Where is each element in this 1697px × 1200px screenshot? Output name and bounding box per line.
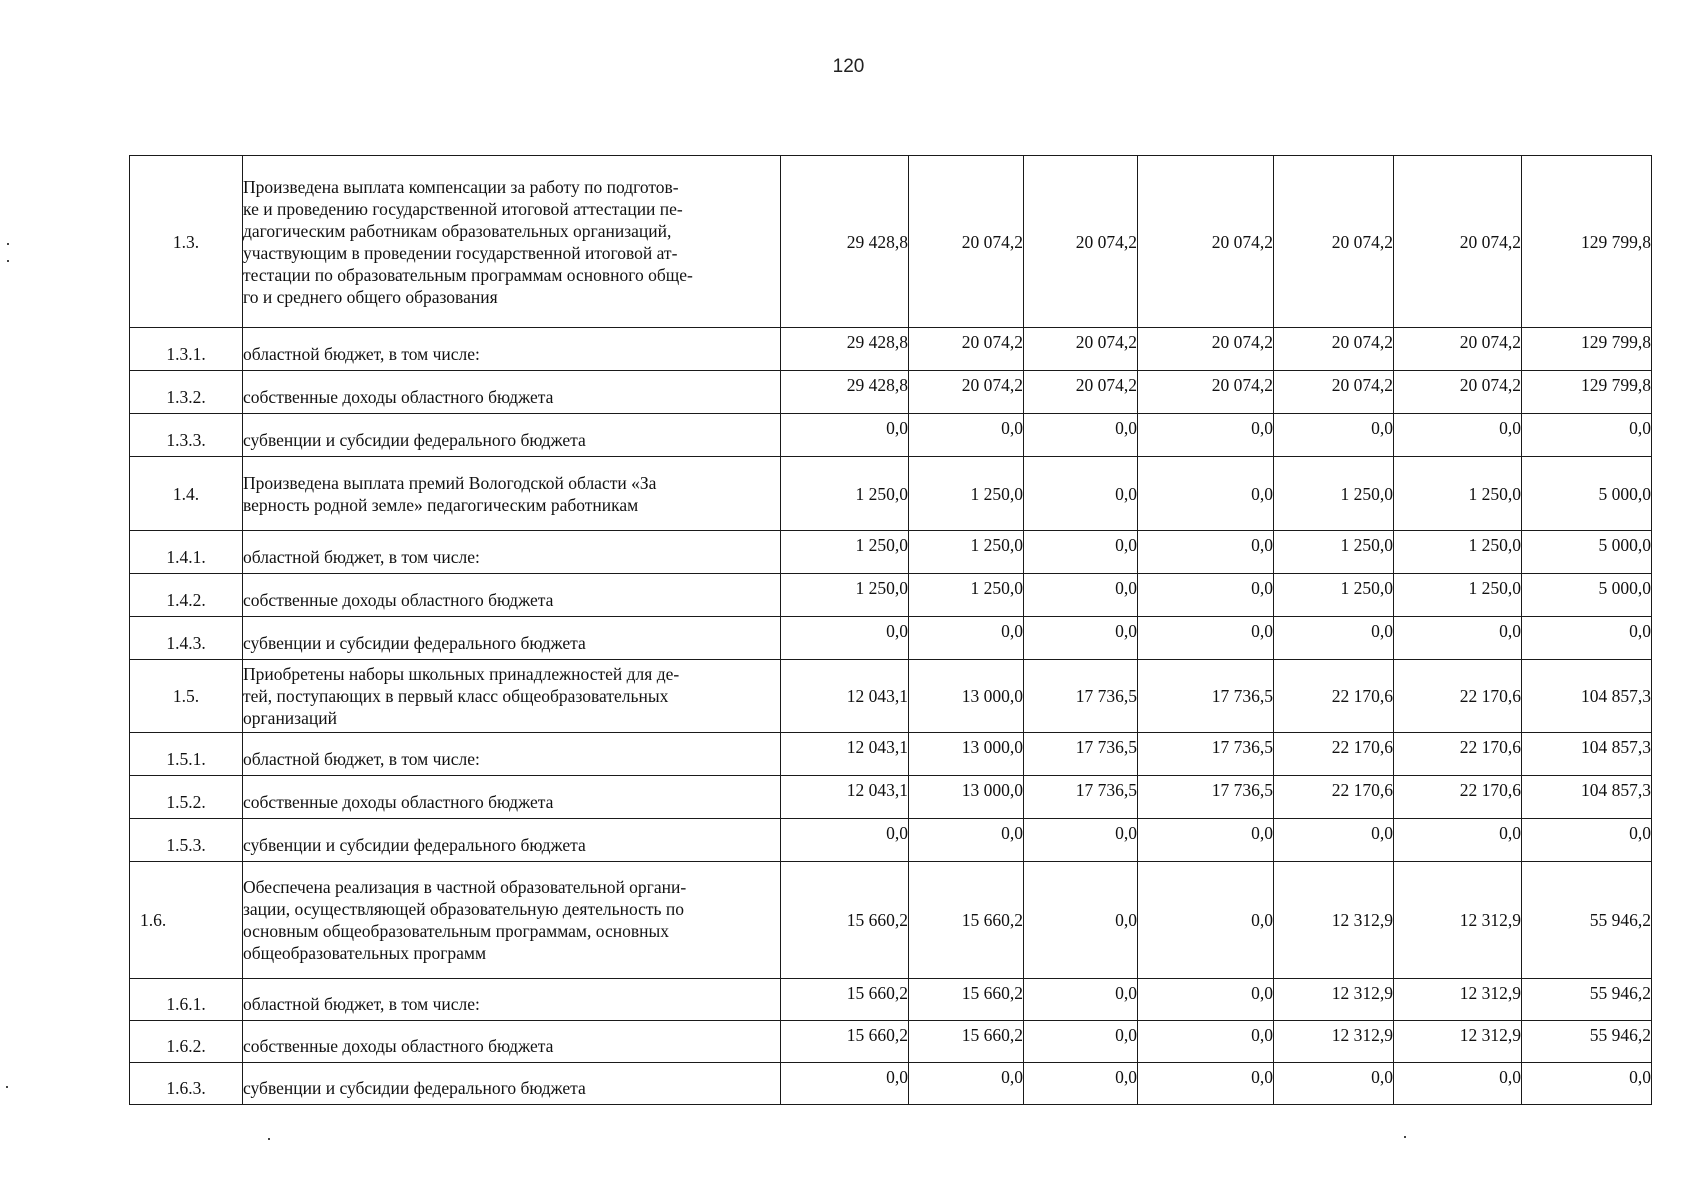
value-cell: 12 312,9	[1274, 862, 1394, 979]
value-cell: 20 074,2	[909, 371, 1024, 414]
row-number: 1.4.	[130, 457, 243, 531]
value-cell: 12 312,9	[1274, 1021, 1394, 1063]
value-cell: 17 736,5	[1138, 733, 1274, 776]
row-number: 1.5.	[130, 660, 243, 733]
value-cell: 0,0	[1274, 617, 1394, 660]
row-description: Произведена выплата премий Вологодской области «За верность родной земле» педагогическим работникам	[243, 457, 781, 531]
value-cell: 0,0	[909, 617, 1024, 660]
value-cell: 12 312,9	[1394, 862, 1522, 979]
value-cell: 15 660,2	[909, 862, 1024, 979]
value-cell: 1 250,0	[781, 531, 909, 574]
row-number: 1.4.2.	[130, 574, 243, 617]
value-cell: 20 074,2	[1394, 156, 1522, 328]
value-cell: 15 660,2	[781, 979, 909, 1021]
value-cell: 1 250,0	[909, 574, 1024, 617]
value-cell: 13 000,0	[909, 660, 1024, 733]
value-cell: 0,0	[909, 819, 1024, 862]
value-cell: 0,0	[1138, 414, 1274, 457]
value-cell: 1 250,0	[909, 457, 1024, 531]
table-row	[130, 371, 1652, 414]
row-number: 1.6.	[130, 862, 243, 979]
value-cell: 55 946,2	[1522, 979, 1652, 1021]
row-description: Произведена выплата компенсации за работу по подготов- ке и проведению государственной итоговой аттестации пе- дагогическим работникам образовательных организаций, участвующим в проведении государственной итоговой ат- тестации по образовательным программам основного обще- го и среднего общего образования	[243, 156, 781, 328]
scan-speck	[7, 243, 9, 245]
scan-speck	[1404, 1136, 1406, 1138]
table-row	[130, 328, 1652, 371]
value-cell: 20 074,2	[909, 328, 1024, 371]
table-row	[130, 862, 1652, 979]
row-description: областной бюджет, в том числе:	[243, 979, 781, 1021]
value-cell: 1 250,0	[1394, 531, 1522, 574]
value-cell: 22 170,6	[1394, 733, 1522, 776]
value-cell: 12 043,1	[781, 660, 909, 733]
row-description: собственные доходы областного бюджета	[243, 1021, 781, 1063]
value-cell: 129 799,8	[1522, 371, 1652, 414]
value-cell: 129 799,8	[1522, 328, 1652, 371]
table-row	[130, 617, 1652, 660]
value-cell: 22 170,6	[1274, 733, 1394, 776]
value-cell: 0,0	[1024, 979, 1138, 1021]
value-cell: 12 312,9	[1394, 1021, 1522, 1063]
value-cell: 0,0	[1024, 819, 1138, 862]
value-cell: 0,0	[1138, 457, 1274, 531]
value-cell: 22 170,6	[1274, 660, 1394, 733]
value-cell: 5 000,0	[1522, 574, 1652, 617]
value-cell: 0,0	[909, 414, 1024, 457]
table-row	[130, 1021, 1652, 1063]
value-cell: 0,0	[1138, 1021, 1274, 1063]
value-cell: 13 000,0	[909, 733, 1024, 776]
value-cell: 20 074,2	[1138, 328, 1274, 371]
row-number: 1.3.	[130, 156, 243, 328]
row-number: 1.6.3.	[130, 1063, 243, 1105]
value-cell: 15 660,2	[781, 1021, 909, 1063]
value-cell: 0,0	[1138, 819, 1274, 862]
value-cell: 15 660,2	[909, 979, 1024, 1021]
value-cell: 17 736,5	[1138, 776, 1274, 819]
value-cell: 29 428,8	[781, 156, 909, 328]
value-cell: 20 074,2	[1138, 156, 1274, 328]
scan-speck	[268, 1138, 270, 1140]
value-cell: 55 946,2	[1522, 862, 1652, 979]
row-description: субвенции и субсидии федерального бюджета	[243, 819, 781, 862]
row-description: субвенции и субсидии федерального бюджета	[243, 617, 781, 660]
value-cell: 0,0	[1522, 617, 1652, 660]
value-cell: 104 857,3	[1522, 776, 1652, 819]
value-cell: 22 170,6	[1274, 776, 1394, 819]
value-cell: 15 660,2	[781, 862, 909, 979]
value-cell: 29 428,8	[781, 371, 909, 414]
value-cell: 29 428,8	[781, 328, 909, 371]
row-number: 1.5.2.	[130, 776, 243, 819]
value-cell: 20 074,2	[1274, 371, 1394, 414]
value-cell: 1 250,0	[1274, 531, 1394, 574]
row-description: субвенции и субсидии федерального бюджета	[243, 1063, 781, 1105]
value-cell: 0,0	[1024, 457, 1138, 531]
value-cell: 55 946,2	[1522, 1021, 1652, 1063]
table-row	[130, 1063, 1652, 1105]
value-cell: 20 074,2	[1274, 156, 1394, 328]
row-description: собственные доходы областного бюджета	[243, 371, 781, 414]
table-row	[130, 574, 1652, 617]
value-cell: 17 736,5	[1138, 660, 1274, 733]
table-row	[130, 660, 1652, 733]
value-cell: 0,0	[1024, 574, 1138, 617]
table-row	[130, 979, 1652, 1021]
value-cell: 1 250,0	[781, 457, 909, 531]
value-cell: 5 000,0	[1522, 531, 1652, 574]
table-row	[130, 819, 1652, 862]
value-cell: 17 736,5	[1024, 776, 1138, 819]
value-cell: 0,0	[1138, 1063, 1274, 1105]
value-cell: 20 074,2	[1024, 371, 1138, 414]
row-number: 1.5.1.	[130, 733, 243, 776]
value-cell: 20 074,2	[1394, 328, 1522, 371]
value-cell: 0,0	[909, 1063, 1024, 1105]
value-cell: 0,0	[1274, 414, 1394, 457]
value-cell: 12 312,9	[1394, 979, 1522, 1021]
value-cell: 22 170,6	[1394, 776, 1522, 819]
value-cell: 0,0	[1522, 819, 1652, 862]
value-cell: 1 250,0	[1274, 574, 1394, 617]
table-row	[130, 156, 1652, 328]
value-cell: 0,0	[1394, 819, 1522, 862]
value-cell: 0,0	[1522, 414, 1652, 457]
value-cell: 104 857,3	[1522, 733, 1652, 776]
value-cell: 0,0	[1138, 531, 1274, 574]
row-number: 1.5.3.	[130, 819, 243, 862]
value-cell: 17 736,5	[1024, 660, 1138, 733]
value-cell: 0,0	[1138, 617, 1274, 660]
row-description: субвенции и субсидии федерального бюджета	[243, 414, 781, 457]
value-cell: 0,0	[1394, 414, 1522, 457]
value-cell: 0,0	[1138, 979, 1274, 1021]
value-cell: 0,0	[1024, 1021, 1138, 1063]
value-cell: 22 170,6	[1394, 660, 1522, 733]
row-number: 1.3.2.	[130, 371, 243, 414]
row-description: областной бюджет, в том числе:	[243, 531, 781, 574]
row-number: 1.3.1.	[130, 328, 243, 371]
value-cell: 12 043,1	[781, 776, 909, 819]
table-row	[130, 733, 1652, 776]
row-description: собственные доходы областного бюджета	[243, 574, 781, 617]
value-cell: 0,0	[1024, 531, 1138, 574]
value-cell: 20 074,2	[909, 156, 1024, 328]
value-cell: 1 250,0	[1394, 574, 1522, 617]
value-cell: 0,0	[1138, 862, 1274, 979]
value-cell: 1 250,0	[1274, 457, 1394, 531]
table-row	[130, 531, 1652, 574]
value-cell: 0,0	[781, 819, 909, 862]
table-body	[130, 156, 1652, 1105]
value-cell: 0,0	[1024, 1063, 1138, 1105]
value-cell: 20 074,2	[1394, 371, 1522, 414]
row-description: собственные доходы областного бюджета	[243, 776, 781, 819]
table-row	[130, 457, 1652, 531]
scan-speck	[6, 1086, 8, 1088]
row-description: Приобретены наборы школьных принадлежностей для де- тей, поступающих в первый класс общеобразовательных организаций	[243, 660, 781, 733]
value-cell: 17 736,5	[1024, 733, 1138, 776]
budget-table	[129, 155, 1652, 1105]
row-number: 1.4.3.	[130, 617, 243, 660]
value-cell: 0,0	[1138, 574, 1274, 617]
value-cell: 0,0	[1274, 819, 1394, 862]
value-cell: 12 312,9	[1274, 979, 1394, 1021]
value-cell: 0,0	[1394, 617, 1522, 660]
value-cell: 5 000,0	[1522, 457, 1652, 531]
page-number: 120	[832, 56, 865, 77]
value-cell: 20 074,2	[1274, 328, 1394, 371]
value-cell: 20 074,2	[1024, 156, 1138, 328]
value-cell: 0,0	[1024, 862, 1138, 979]
value-cell: 104 857,3	[1522, 660, 1652, 733]
value-cell: 0,0	[1394, 1063, 1522, 1105]
row-number: 1.6.1.	[130, 979, 243, 1021]
scan-speck	[7, 260, 9, 262]
value-cell: 0,0	[781, 1063, 909, 1105]
value-cell: 0,0	[1024, 414, 1138, 457]
value-cell: 1 250,0	[781, 574, 909, 617]
row-number: 1.3.3.	[130, 414, 243, 457]
value-cell: 0,0	[1024, 617, 1138, 660]
row-description: областной бюджет, в том числе:	[243, 328, 781, 371]
value-cell: 129 799,8	[1522, 156, 1652, 328]
row-description: Обеспечена реализация в частной образовательной органи- зации, осуществляющей образовательную деятельность по основным общеобразовательным программам, основных общеобразовательных программ	[243, 862, 781, 979]
value-cell: 0,0	[781, 414, 909, 457]
row-number: 1.6.2.	[130, 1021, 243, 1063]
value-cell: 1 250,0	[1394, 457, 1522, 531]
value-cell: 12 043,1	[781, 733, 909, 776]
value-cell: 0,0	[781, 617, 909, 660]
table-row	[130, 776, 1652, 819]
value-cell: 13 000,0	[909, 776, 1024, 819]
value-cell: 20 074,2	[1024, 328, 1138, 371]
value-cell: 15 660,2	[909, 1021, 1024, 1063]
value-cell: 20 074,2	[1138, 371, 1274, 414]
row-number: 1.4.1.	[130, 531, 243, 574]
value-cell: 0,0	[1522, 1063, 1652, 1105]
value-cell: 0,0	[1274, 1063, 1394, 1105]
value-cell: 1 250,0	[909, 531, 1024, 574]
table-row	[130, 414, 1652, 457]
row-description: областной бюджет, в том числе:	[243, 733, 781, 776]
